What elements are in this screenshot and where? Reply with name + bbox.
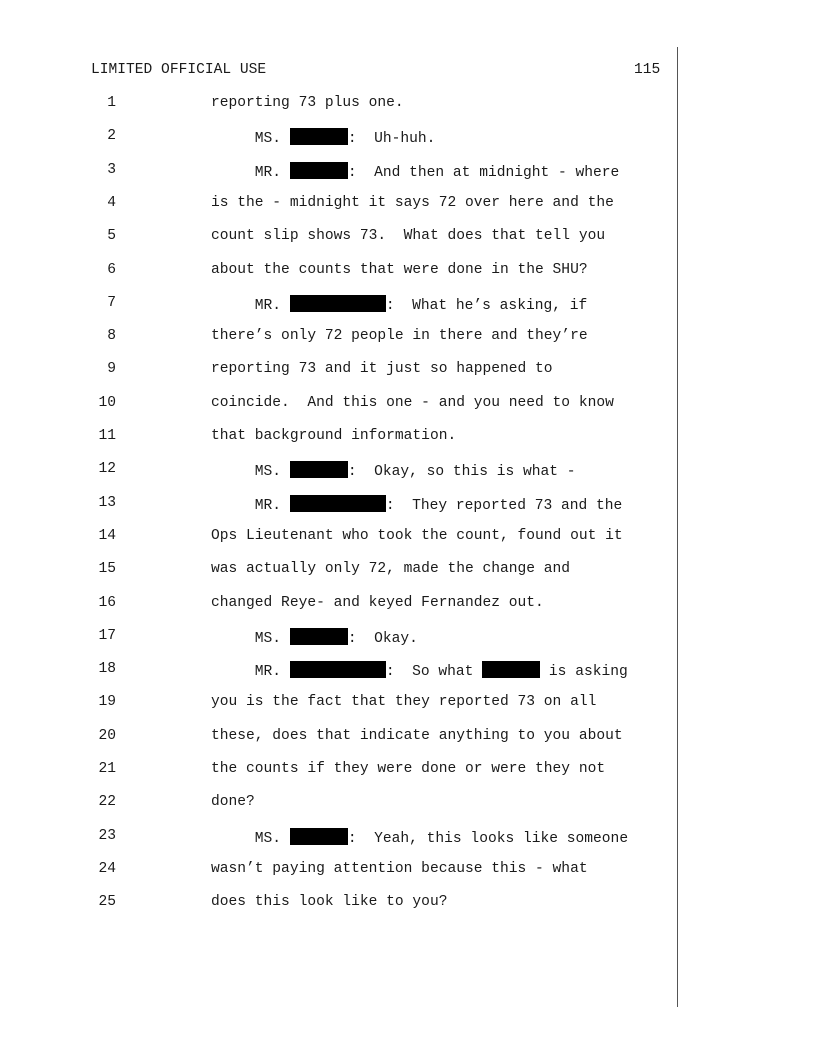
line-number: 1 <box>107 95 116 111</box>
line-text-segment: : They reported 73 and the <box>385 497 623 514</box>
line-text-segment: you is the fact that they reported 73 on all <box>211 694 597 711</box>
line-number: 11 <box>98 428 116 444</box>
line-text-segment: : So what <box>385 664 483 681</box>
line-text-segment: : And then at midnight - where <box>347 164 620 181</box>
transcript-line <box>211 728 623 744</box>
transcript-line <box>211 595 544 611</box>
transcript-line <box>211 361 553 377</box>
line-number: 2 <box>107 128 116 145</box>
transcript-line <box>211 95 404 111</box>
line-text-segment: : What he’s asking, if <box>385 297 588 314</box>
line-text-segment: is the - midnight it says 72 over here and the <box>211 194 614 211</box>
transcript-line <box>211 828 628 847</box>
transcript-line <box>211 262 588 278</box>
line-number: 17 <box>98 627 116 644</box>
line-number: 23 <box>98 827 116 844</box>
transcript-line <box>211 794 255 810</box>
transcript-line <box>211 861 588 877</box>
transcript-line <box>211 761 605 777</box>
redaction-block <box>290 828 348 845</box>
transcript-line <box>211 428 456 444</box>
line-number: 5 <box>107 228 116 245</box>
redaction-block <box>290 295 386 312</box>
line-number: 12 <box>98 461 116 478</box>
transcript-line <box>211 162 619 181</box>
line-text-segment: : Okay. <box>347 630 418 647</box>
line-number: 6 <box>107 261 116 278</box>
line-text-segment: these, does that indicate anything to you about <box>211 727 623 744</box>
redaction-block <box>290 495 386 512</box>
line-number: 24 <box>98 860 116 877</box>
line-text-segment: MS. <box>211 630 290 647</box>
transcript-line <box>211 894 447 910</box>
line-text-segment: Ops Lieutenant who took the count, found out it <box>211 527 623 544</box>
line-text-segment: the counts if they were done or were they not <box>211 761 606 777</box>
line-number: 10 <box>98 394 116 411</box>
line-text-segment: coincide. And this one - and you need to know <box>211 394 614 411</box>
line-number: 8 <box>107 328 116 345</box>
redaction-block <box>290 661 386 678</box>
transcript-line <box>211 228 605 244</box>
line-number: 7 <box>107 294 116 311</box>
line-text-segment: changed Reye- and keyed Fernandez out. <box>211 594 544 611</box>
line-text-segment: : Uh-huh. <box>347 131 436 148</box>
line-text-segment: reporting 73 plus one. <box>211 95 404 111</box>
line-text-segment: MR. <box>211 297 290 314</box>
transcript-line <box>211 528 623 544</box>
transcript-line <box>211 295 587 314</box>
line-number: 9 <box>107 361 116 378</box>
transcript-line <box>211 628 418 647</box>
redaction-block <box>290 128 348 145</box>
transcript-line <box>211 395 614 411</box>
line-text-segment: that background information. <box>211 428 457 444</box>
transcript-line <box>211 561 570 577</box>
right-margin-rule <box>677 47 678 1007</box>
line-text-segment: is asking <box>540 664 628 681</box>
line-text-segment: MS. <box>211 464 290 481</box>
line-text-segment: : Yeah, this looks like someone <box>347 830 629 847</box>
line-text-segment: done? <box>211 794 255 811</box>
line-number: 3 <box>107 161 116 178</box>
line-text-segment: MR. <box>211 497 290 514</box>
line-text-segment: count slip shows 73. What does that tell you <box>211 228 606 245</box>
page-number: 115 <box>634 62 661 78</box>
line-number: 18 <box>98 661 116 678</box>
line-text-segment: MS. <box>211 830 290 847</box>
line-text-segment: does this look like to you? <box>211 894 448 911</box>
transcript-line <box>211 495 622 514</box>
line-text-segment: reporting 73 and it just so happened to <box>211 361 553 378</box>
line-number: 16 <box>98 594 116 611</box>
line-number: 20 <box>98 727 116 744</box>
transcript-line <box>211 328 588 344</box>
redaction-block <box>290 162 348 179</box>
transcript-line <box>211 128 435 147</box>
redaction-block <box>482 661 540 678</box>
line-text-segment: wasn’t paying attention because this - what <box>211 860 588 877</box>
transcript-line <box>211 461 576 480</box>
transcript-line <box>211 195 614 211</box>
line-number: 14 <box>98 527 116 544</box>
line-text-segment: there’s only 72 people in there and they’re <box>211 328 588 345</box>
line-number: 4 <box>107 194 116 211</box>
line-text-segment: : Okay, so this is what - <box>347 464 576 481</box>
redaction-block <box>290 628 348 645</box>
classification-header: LIMITED OFFICIAL USE <box>91 62 267 78</box>
line-text-segment: MR. <box>211 164 290 181</box>
line-number: 13 <box>98 494 116 511</box>
line-text-segment: about the counts that were done in the SHU? <box>211 261 588 278</box>
line-number: 19 <box>98 694 116 711</box>
line-number: 15 <box>98 561 116 578</box>
transcript-line <box>211 661 628 680</box>
line-text-segment: was actually only 72, made the change and <box>211 561 571 578</box>
transcript-line <box>211 694 596 710</box>
line-text-segment: MR. <box>211 664 290 681</box>
redaction-block <box>290 461 348 478</box>
line-number: 22 <box>98 794 116 811</box>
line-text-segment: MS. <box>211 131 290 148</box>
line-number: 25 <box>98 894 116 911</box>
line-number: 21 <box>98 761 116 777</box>
